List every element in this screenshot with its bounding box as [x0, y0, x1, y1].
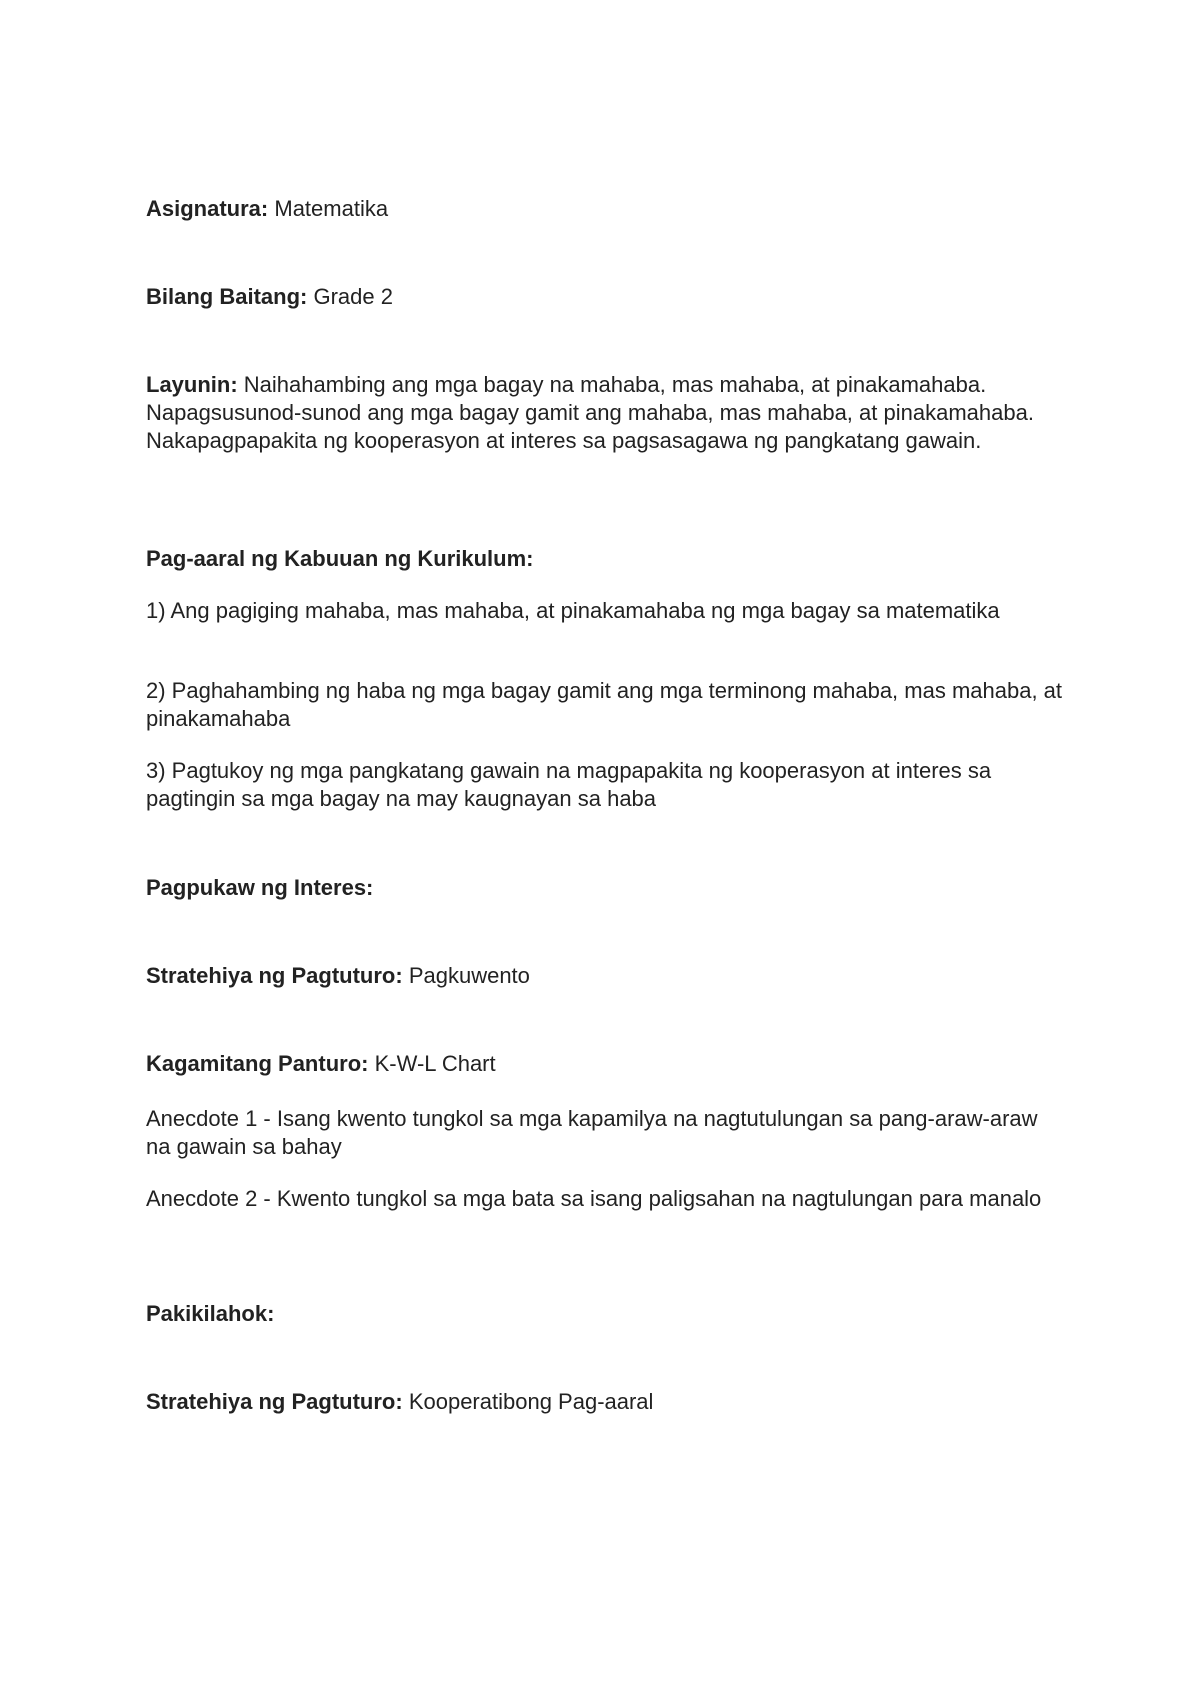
- curriculum-heading: Pag-aaral ng Kabuuan ng Kurikulum:: [146, 546, 534, 571]
- participation-heading: Pakikilahok:: [146, 1301, 275, 1326]
- grade-line: [146, 283, 1066, 311]
- materials-value: K-W-L Chart: [374, 1051, 496, 1076]
- strategy-line-1: [146, 962, 1066, 990]
- objective-paragraph: [146, 371, 1066, 455]
- curriculum-item-2: 2) Paghahambing ng haba ng mga bagay gamit ang mga terminong mahaba, mas mahaba, at pinakamahaba: [146, 678, 1063, 731]
- grade-label: Bilang Baitang:: [146, 284, 308, 309]
- subject-line: [146, 195, 1066, 223]
- curriculum-item-3: 3) Pagtukoy ng mga pangkatang gawain na magpapakita ng kooperasyon at interes sa pagtingin sa mga bagay na may kaugnayan sa haba: [146, 758, 992, 811]
- subject-label: Asignatura:: [146, 196, 269, 221]
- anecdote-2: Anecdote 2 - Kwento tungkol sa mga bata sa isang paligsahan na nagtulungan para manalo: [146, 1186, 1042, 1211]
- strategy-value-2: Kooperatibong Pag-aaral: [408, 1389, 654, 1414]
- anecdote-1: Anecdote 1 - Isang kwento tungkol sa mga kapamilya na nagtutulungan sa pang-araw-araw na gawain sa bahay: [146, 1106, 1038, 1159]
- grade-value: Grade 2: [313, 284, 393, 309]
- materials-line: [146, 1050, 1066, 1078]
- materials-label: Kagamitang Panturo:: [146, 1051, 369, 1076]
- strategy-label-1: Stratehiya ng Pagtuturo:: [146, 963, 403, 988]
- curriculum-item-1: 1) Ang pagiging mahaba, mas mahaba, at pinakamahaba ng mga bagay sa matematika: [146, 598, 1000, 623]
- strategy-value-1: Pagkuwento: [408, 963, 530, 988]
- strategy-label-2: Stratehiya ng Pagtuturo:: [146, 1389, 403, 1414]
- strategy-line-2: [146, 1388, 1066, 1416]
- interest-heading: Pagpukaw ng Interes:: [146, 875, 374, 900]
- objective-value: Naihahambing ang mga bagay na mahaba, mas mahaba, at pinakamahaba. Napagsusunod-sunod ang mga bagay gamit ang mahaba, mas mahaba, at pinakamahaba. Nakapagpapakita ng kooperasyon at interes sa pagsasagawa ng pangkatang gawain.: [146, 372, 1034, 453]
- subject-value: Matematika: [274, 196, 389, 221]
- objective-label: Layunin:: [146, 372, 238, 397]
